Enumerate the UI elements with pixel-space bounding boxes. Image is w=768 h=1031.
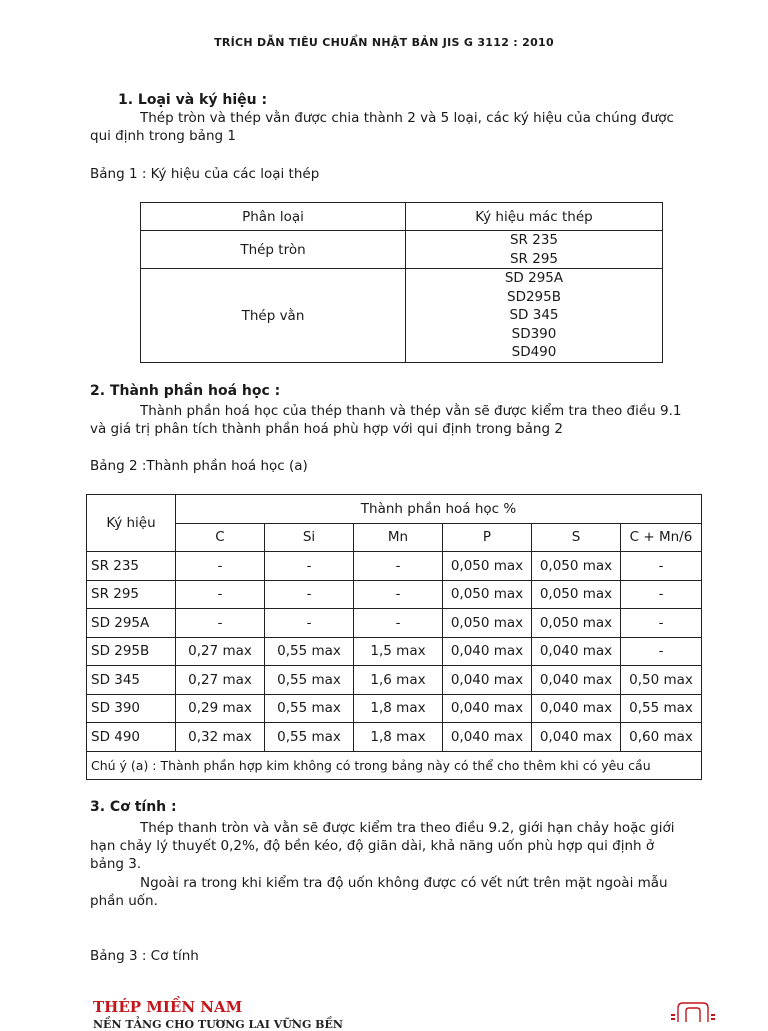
table-row xyxy=(87,609,702,638)
grade-label: SD 345 xyxy=(509,307,559,324)
footer-brand: THÉP MIỀN NAM xyxy=(93,998,243,1016)
grade-label: SD390 xyxy=(511,325,557,342)
table1-category: Thép vằn xyxy=(141,269,406,363)
cell-p: 0,040 max xyxy=(443,723,532,752)
table3-caption: Bảng 3 : Cơ tính xyxy=(90,948,199,964)
cell-si: 0,55 max xyxy=(265,637,354,666)
section3-para1-line3: bảng 3. xyxy=(90,856,142,872)
section3-para1-line1: Thép thanh tròn và vằn sẽ được kiểm tra theo điều 9.2, giới hạn chảy hoặc giới xyxy=(140,820,675,836)
cell-c: - xyxy=(176,580,265,609)
row-symbol: SD 295B xyxy=(87,637,176,666)
company-logo-icon xyxy=(670,1000,716,1024)
row-symbol: SD 295A xyxy=(87,609,176,638)
table-row xyxy=(87,580,702,609)
section3-para2-line1: Ngoài ra trong khi kiểm tra độ uốn không được có vết nứt trên mặt ngoài mẫu xyxy=(140,875,668,891)
table1-header-row xyxy=(141,203,663,231)
cell-ceq: - xyxy=(621,609,702,638)
cell-si: 0,55 max xyxy=(265,723,354,752)
cell-mn: 1,6 max xyxy=(354,666,443,695)
table2-symbol-header: Ký hiệu xyxy=(87,495,176,552)
cell-p: 0,040 max xyxy=(443,637,532,666)
section3-heading: 3. Cơ tính : xyxy=(90,799,177,815)
column-header-si: Si xyxy=(265,523,354,552)
cell-ceq: 0,50 max xyxy=(621,666,702,695)
cell-c: 0,29 max xyxy=(176,694,265,723)
cell-p: 0,050 max xyxy=(443,609,532,638)
table1-row xyxy=(141,231,663,269)
cell-ceq: 0,60 max xyxy=(621,723,702,752)
section1-heading: 1. Loại và ký hiệu : xyxy=(118,92,268,108)
row-symbol: SD 345 xyxy=(87,666,176,695)
cell-ceq: - xyxy=(621,552,702,581)
row-symbol: SD 490 xyxy=(87,723,176,752)
table2-note-row xyxy=(87,751,702,780)
logo-bar xyxy=(671,1014,675,1016)
cell-p: 0,040 max xyxy=(443,694,532,723)
table1-header-category: Phân loại xyxy=(141,203,406,231)
cell-p: 0,050 max xyxy=(443,580,532,609)
cell-s: 0,050 max xyxy=(532,580,621,609)
table1-header-grade: Ký hiệu mác thép xyxy=(406,203,663,231)
column-header-ceq: C + Mn/6 xyxy=(621,523,702,552)
row-symbol: SR 235 xyxy=(87,552,176,581)
logo-inner-arch xyxy=(686,1008,700,1022)
cell-s: 0,040 max xyxy=(532,723,621,752)
section1-para-line1: Thép tròn và thép vằn được chia thành 2 và 5 loại, các ký hiệu của chúng được xyxy=(140,110,674,126)
section2-heading: 2. Thành phần hoá học : xyxy=(90,383,281,399)
table2-group-header-row xyxy=(87,495,702,524)
table1-steel-symbols xyxy=(140,202,663,363)
cell-s: 0,040 max xyxy=(532,666,621,695)
cell-c: - xyxy=(176,552,265,581)
grade-label: SD 295A xyxy=(504,270,564,287)
section2-para-line1: Thành phần hoá học của thép thanh và thép vằn sẽ được kiểm tra theo điều 9.1 xyxy=(140,403,682,419)
section2-para-line2: và giá trị phân tích thành phần hoá phù hợp với qui định trong bảng 2 xyxy=(90,421,563,437)
cell-si: - xyxy=(265,580,354,609)
cell-p: 0,040 max xyxy=(443,666,532,695)
table2-chemical-composition xyxy=(86,494,702,780)
table-row xyxy=(87,666,702,695)
cell-mn: - xyxy=(354,580,443,609)
row-symbol: SR 295 xyxy=(87,580,176,609)
cell-mn: 1,8 max xyxy=(354,694,443,723)
cell-ceq: 0,55 max xyxy=(621,694,702,723)
column-header-mn: Mn xyxy=(354,523,443,552)
cell-mn: 1,8 max xyxy=(354,723,443,752)
cell-c: 0,27 max xyxy=(176,637,265,666)
section3-para2-line2: phần uốn. xyxy=(90,893,158,909)
column-header-p: P xyxy=(443,523,532,552)
cell-s: 0,050 max xyxy=(532,609,621,638)
table2-caption: Bảng 2 :Thành phần hoá học (a) xyxy=(90,458,308,474)
table2-group-header: Thành phần hoá học % xyxy=(176,495,702,524)
logo-arch xyxy=(678,1003,708,1022)
table1-category: Thép tròn xyxy=(141,231,406,269)
logo-bar xyxy=(711,1014,715,1016)
table2-column-header-row xyxy=(87,523,702,552)
table-row xyxy=(87,552,702,581)
row-symbol: SD 390 xyxy=(87,694,176,723)
cell-si: - xyxy=(265,609,354,638)
cell-c: 0,32 max xyxy=(176,723,265,752)
logo-bar xyxy=(671,1018,675,1020)
grade-label: SD490 xyxy=(511,344,557,361)
table1-grades xyxy=(406,269,663,363)
document-title: TRÍCH DẪN TIÊU CHUẨN NHẬT BẢN JIS G 3112 : 2010 xyxy=(214,36,554,49)
table-row xyxy=(87,637,702,666)
grade-label: SR 295 xyxy=(509,250,558,267)
table1-caption: Bảng 1 : Ký hiệu của các loại thép xyxy=(90,166,320,182)
grade-label: SD295B xyxy=(507,288,561,305)
cell-mn: 1,5 max xyxy=(354,637,443,666)
cell-si: 0,55 max xyxy=(265,694,354,723)
cell-c: - xyxy=(176,609,265,638)
table2-note: Chú ý (a) : Thành phần hợp kim không có trong bảng này có thể cho thêm khi có yêu cầu xyxy=(87,751,702,780)
cell-ceq: - xyxy=(621,580,702,609)
cell-mn: - xyxy=(354,609,443,638)
cell-mn: - xyxy=(354,552,443,581)
cell-s: 0,040 max xyxy=(532,637,621,666)
table-row xyxy=(87,723,702,752)
section1-para-line2: qui định trong bảng 1 xyxy=(90,128,236,144)
cell-si: 0,55 max xyxy=(265,666,354,695)
cell-s: 0,050 max xyxy=(532,552,621,581)
cell-c: 0,27 max xyxy=(176,666,265,695)
cell-si: - xyxy=(265,552,354,581)
footer-slogan: NỀN TẢNG CHO TƯƠNG LAI VỮNG BỀN xyxy=(93,1018,343,1031)
table1-grades xyxy=(406,231,663,269)
table1-row xyxy=(141,269,663,363)
cell-ceq: - xyxy=(621,637,702,666)
section3-para1-line2: hạn chảy lý thuyết 0,2%, độ bền kéo, độ giãn dài, khả năng uốn phù hợp qui định ở xyxy=(90,838,655,854)
cell-p: 0,050 max xyxy=(443,552,532,581)
logo-bar xyxy=(711,1018,715,1020)
table-row xyxy=(87,694,702,723)
column-header-c: C xyxy=(176,523,265,552)
grade-label: SR 235 xyxy=(509,232,558,248)
column-header-s: S xyxy=(532,523,621,552)
cell-s: 0,040 max xyxy=(532,694,621,723)
